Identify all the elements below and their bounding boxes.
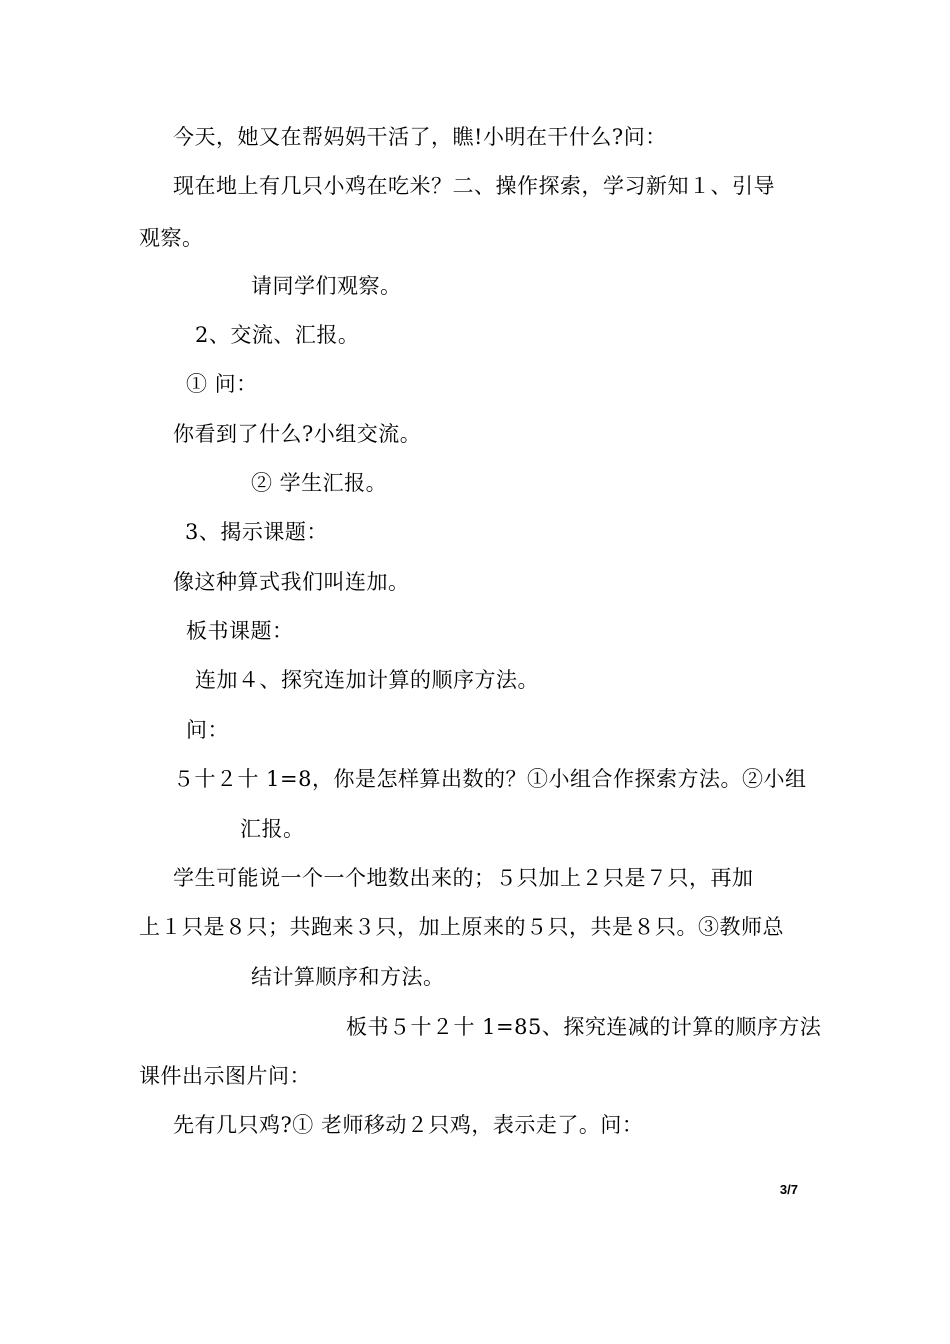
text-line: 今天，她又在帮妈妈干活了，瞧!小明在干什么?问： (173, 125, 667, 149)
text-line: 像这种算式我们叫连加。 (173, 570, 410, 594)
text-line: 先有几只鸡?① 老师移动２只鸡，表示走了。问： (173, 1113, 644, 1137)
text-line: 3、揭示课题： (185, 520, 328, 544)
text-line: 问： (186, 718, 229, 742)
text-line: 请同学们观察。 (251, 274, 402, 298)
text-line: 结计算顺序和方法。 (251, 965, 445, 989)
text-line: 课件出示图片问： (139, 1064, 311, 1088)
text-line: 连加４、探究连加计算的顺序方法。 (195, 668, 539, 692)
text-line: 汇报。 (240, 817, 305, 841)
text-line: 上１只是８只；共跑来３只，加上原来的５只，共是８只。③教师总 (139, 915, 784, 939)
text-line: 2、交流、汇报。 (195, 323, 360, 347)
text-line: 板书５十２十 1=85、探究连减的计算的顺序方法 (346, 1015, 822, 1039)
text-line: ① 问： (186, 372, 258, 396)
text-line: ② 学生汇报。 (251, 471, 388, 495)
text-line: ５十２十 1=8，你是怎样算出数的？①小组合作探索方法。②小组 (173, 767, 807, 791)
text-line: 学生可能说一个一个地数出来的；５只加上２只是７只，再加 (173, 866, 754, 890)
text-line: 观察。 (139, 226, 204, 250)
page-number: 3/7 (779, 1182, 798, 1197)
text-line: 你看到了什么?小组交流。 (173, 422, 422, 446)
text-line: 板书课题： (186, 619, 294, 643)
text-line: 现在地上有几只小鸡在吃米？二、操作探索，学习新知１、引导 (173, 174, 775, 198)
